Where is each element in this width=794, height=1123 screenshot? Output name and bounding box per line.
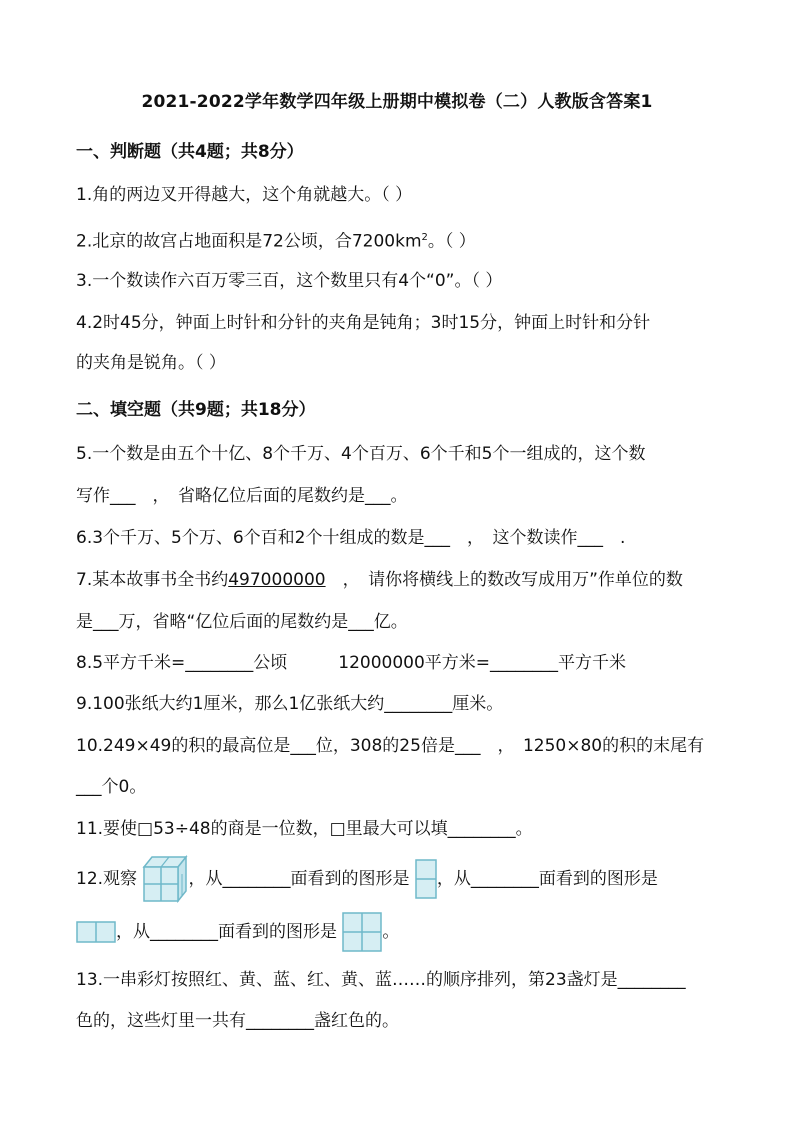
section-heading-fill-in: 二、填空题（共9题；共18分） [76, 400, 316, 420]
question-7-underlined-number: 497000000 [228, 570, 326, 590]
question-7-text: 7.某本故事书全书约 [76, 570, 229, 590]
question-12-line-1 [76, 855, 658, 903]
question-7-line-1 [76, 569, 683, 591]
cube-figure-icon [142, 855, 188, 903]
question-12-text-b: ，从________面看到的图形是 [188, 869, 410, 889]
section-heading-judgement: 一、判断题（共4题；共8分） [76, 142, 304, 162]
question-8: 8.5平方千米=________公顷 12000000平方米=________平方千米 [76, 653, 627, 673]
question-3: 3.一个数读作六百万零三百，这个数里只有4个“0”。（ ） [76, 271, 503, 291]
question-13-line-1: 13.一串彩灯按照红、黄、蓝、红、黄、蓝……的顺序排列，第23盏灯是________ [76, 970, 686, 990]
question-12-text-e: 。 [382, 922, 400, 942]
question-2 [76, 227, 476, 253]
question-5-line-1: 5.一个数是由五个十亿、8个千万、4个百万、6个千和5个一组成的，这个数 [76, 444, 646, 464]
top-view-shape-icon [342, 912, 382, 952]
page-title: 2021-2022学年数学四年级上册期中模拟卷（二）人教版含答案1 [141, 92, 653, 112]
question-2-tail: 。（ ） [427, 231, 476, 252]
question-4-line-2: 的夹角是锐角。（ ） [76, 353, 226, 373]
question-7-line-2: 是___万，省略“亿位后面的尾数约是___亿。 [76, 612, 408, 632]
side-view-shape-icon [415, 859, 437, 899]
front-view-shape-icon [76, 921, 116, 943]
question-2-text: 2.北京的故宫占地面积是72公顷，合7200km [76, 231, 422, 252]
question-4-line-1: 4.2时45分，钟面上时针和分针的夹角是钝角；3时15分，钟面上时针和分针 [76, 313, 651, 333]
question-5-line-2: 写作___ ， 省略亿位后面的尾数约是___。 [76, 486, 408, 506]
question-12-label: 12.观察 [76, 869, 138, 889]
question-2-superscript: 2 [421, 232, 428, 243]
question-9: 9.100张纸大约1厘米，那么1亿张纸大约________厘米。 [76, 694, 504, 714]
question-11: 11.要使□53÷48的商是一位数，□里最大可以填________。 [76, 819, 533, 839]
question-1: 1.角的两边叉开得越大，这个角就越大。（ ） [76, 185, 413, 205]
question-10-line-1: 10.249×49的积的最高位是___位，308的25倍是___ ， 1250×80的积的末尾有 [76, 736, 705, 756]
question-12-text-d: ，从________面看到的图形是 [116, 922, 337, 942]
question-12-line-2 [76, 910, 399, 954]
question-10-line-2: ___个0。 [76, 777, 147, 797]
question-12-text-c: ，从________面看到的图形是 [436, 869, 658, 889]
question-7-text-tail: ， 请你将横线上的数改写成用万”作单位的数 [325, 570, 683, 590]
question-6: 6.3个千万、5个万、6个百和2个十组成的数是___ ， 这个数读作___ . [76, 528, 626, 548]
question-13-line-2: 色的，这些灯里一共有________盏红色的。 [76, 1011, 399, 1031]
